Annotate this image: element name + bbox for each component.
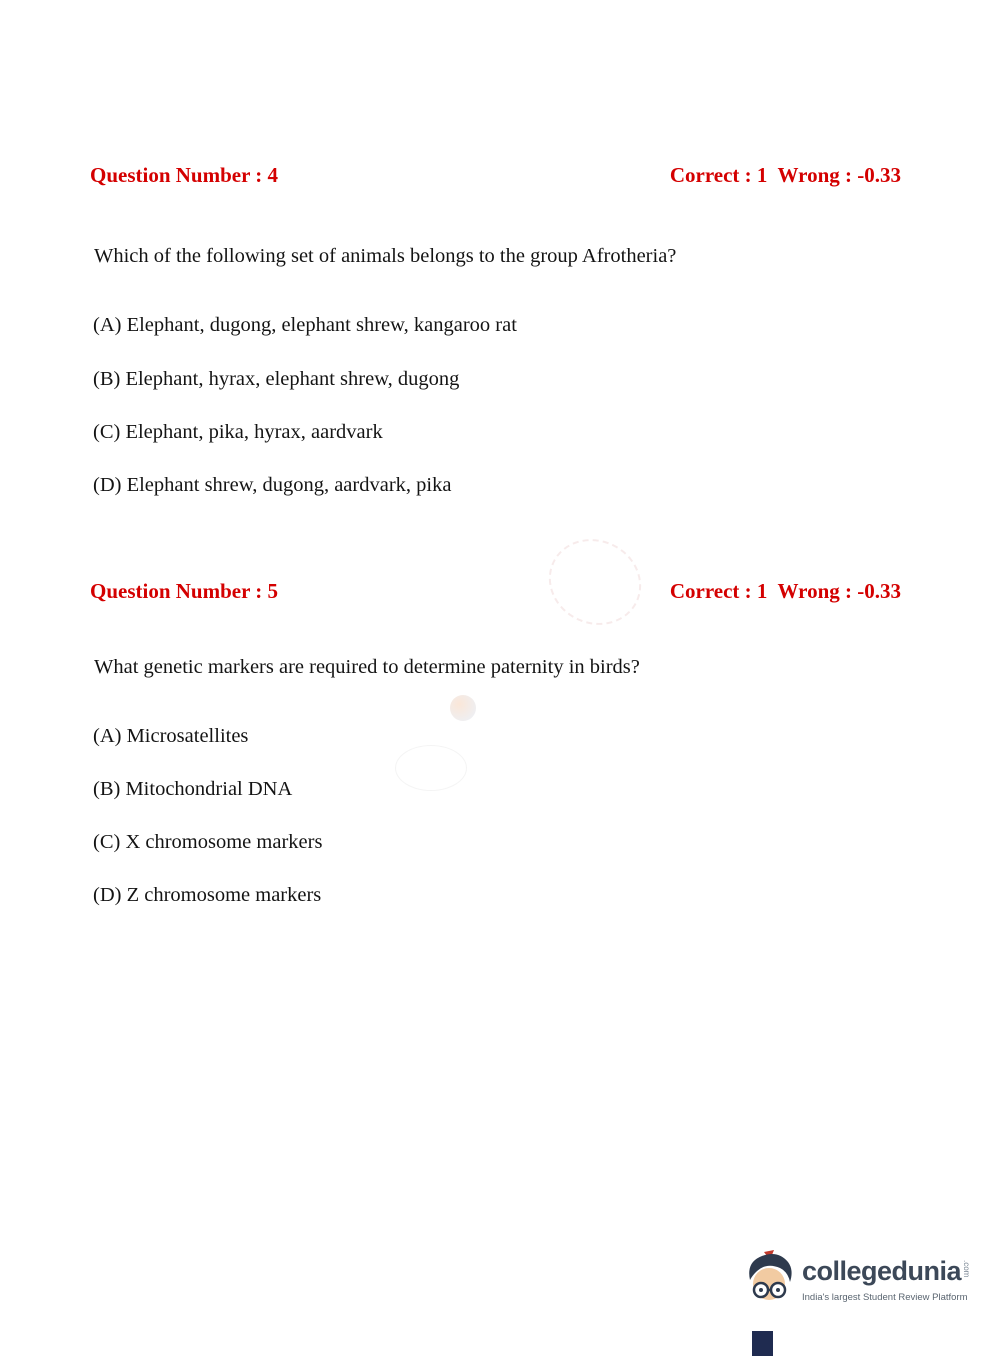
corner-bar <box>752 1331 773 1356</box>
question-5-option-a: (A) Microsatellites <box>93 725 249 747</box>
brand-text-block <box>802 1250 970 1303</box>
question-5-option-d: (D) Z chromosome markers <box>93 884 322 906</box>
question-5-text: What genetic markers are required to determine paternity in birds? <box>94 656 640 678</box>
brand-name: collegedunia <box>802 1256 962 1286</box>
question-4-option-c: (C) Elephant, pika, hyrax, aardvark <box>93 421 383 443</box>
question-5-option-b: (B) Mitochondrial DNA <box>93 778 293 800</box>
question-4-option-b: (B) Elephant, hyrax, elephant shrew, dugong <box>93 368 460 390</box>
watermark-ellipse <box>395 745 467 791</box>
collegedunia-logo <box>744 1250 976 1311</box>
question-5-header <box>90 579 901 604</box>
question-number-label: Question Number : 4 <box>90 163 279 187</box>
question-marks-label: Correct : 1 Wrong : -0.33 <box>669 579 901 603</box>
question-marks-label: Correct : 1 Wrong : -0.33 <box>669 163 901 187</box>
question-number-label: Question Number : 5 <box>90 579 279 603</box>
question-4-option-d: (D) Elephant shrew, dugong, aardvark, pika <box>93 474 452 496</box>
brand-suffix: .com <box>962 1260 972 1278</box>
brand-tagline: India's largest Student Review Platform <box>802 1292 968 1303</box>
question-4-header <box>90 163 901 188</box>
question-5-option-c: (C) X chromosome markers <box>93 831 323 853</box>
question-4-option-a: (A) Elephant, dugong, elephant shrew, kangaroo rat <box>93 314 517 336</box>
question-4-text: Which of the following set of animals belongs to the group Afrotheria? <box>94 245 677 267</box>
collegedunia-mascot-icon <box>744 1250 796 1311</box>
watermark-dot <box>450 695 476 721</box>
